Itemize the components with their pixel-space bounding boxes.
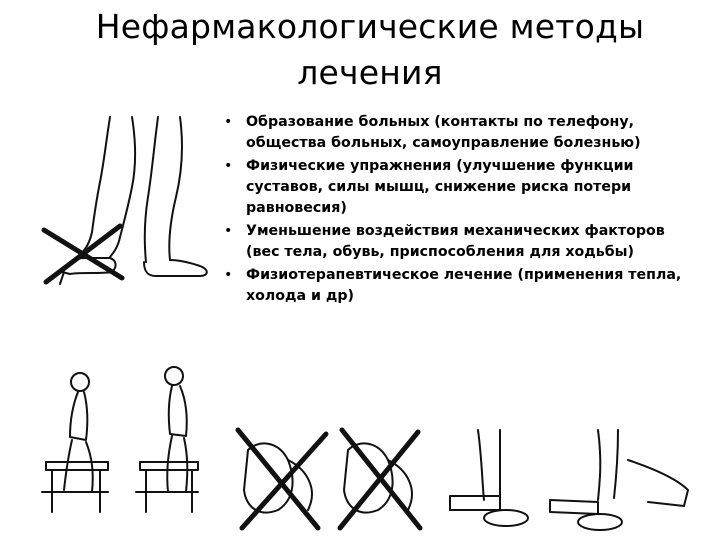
standing-up-from-bench-illustration <box>38 362 208 522</box>
bullet-text: Уменьшение воздействия механических факторов (вес тела, обувь, приспособления для ходьбы) <box>246 223 665 260</box>
kneeling-postures-illustration <box>238 410 700 536</box>
list-item <box>222 265 700 307</box>
legs-heels-vs-flats-illustration <box>40 112 220 292</box>
title-line-1: Нефармакологические методы <box>95 7 645 46</box>
bullet-text: Образование больных (контакты по телефону, общества больных, самоуправление болезнью) <box>246 114 641 151</box>
list-item <box>222 221 700 263</box>
bullet-marker: • <box>224 158 233 174</box>
bullet-list <box>222 112 700 309</box>
bullet-text: Физические упражнения (улучшение функции суставов, силы мышц, снижение риска потери равновесия) <box>246 158 634 216</box>
bullet-text: Физиотерапевтическое лечение (применения тепла, холода и др) <box>246 267 682 304</box>
bullet-marker: • <box>224 267 233 283</box>
list-item <box>222 112 700 154</box>
bullet-marker: • <box>224 114 233 130</box>
bullet-marker: • <box>224 223 233 239</box>
slide-title <box>40 4 700 96</box>
title-line-2: лечения <box>297 53 443 92</box>
list-item <box>222 156 700 219</box>
